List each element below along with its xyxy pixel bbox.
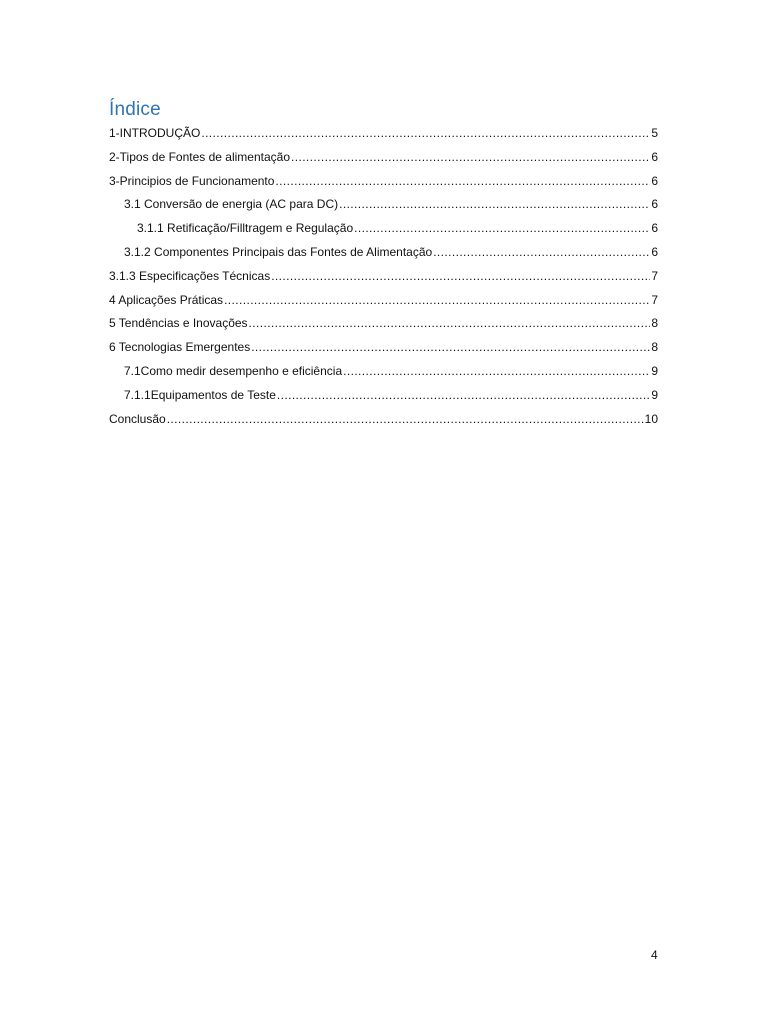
- page-number: 4: [651, 948, 658, 962]
- toc-entry[interactable]: [109, 124, 658, 148]
- toc-entry-page: 8: [651, 316, 658, 331]
- toc-leader-dots: [433, 243, 650, 261]
- toc-entry[interactable]: [109, 338, 658, 362]
- toc-entry-page: 10: [644, 411, 658, 426]
- toc-entry[interactable]: [109, 362, 658, 386]
- toc-entry-text: 3.1.2 Componentes Principais das Fontes de Alimentação: [124, 244, 433, 259]
- toc-entry[interactable]: [109, 314, 658, 338]
- toc-entry-page: 6: [651, 149, 658, 164]
- table-of-contents: [109, 124, 658, 433]
- toc-entry[interactable]: [109, 386, 658, 410]
- toc-entry-text: 3.1.1 Retificação/Filltragem e Regulação: [137, 221, 354, 236]
- toc-entry-text: 5 Tendências e Inovações: [109, 316, 248, 331]
- toc-entry-page: 9: [651, 363, 658, 378]
- toc-leader-dots: [167, 410, 644, 428]
- toc-entry-text: 3.1 Conversão de energia (AC para DC): [124, 197, 339, 212]
- toc-entry[interactable]: [109, 291, 658, 315]
- toc-entry-page: 8: [651, 340, 658, 355]
- toc-entry[interactable]: [109, 267, 658, 291]
- toc-entry-text: 1-INTRODUÇÃO: [109, 126, 201, 140]
- toc-leader-dots: [354, 219, 650, 237]
- toc-entry-page: 6: [651, 173, 658, 188]
- toc-entry-text: 7.1Como medir desempenho e eficiência: [124, 363, 343, 378]
- toc-leader-dots: [224, 291, 650, 309]
- toc-leader-dots: [201, 124, 650, 142]
- toc-leader-dots: [249, 314, 651, 332]
- toc-entry[interactable]: [109, 172, 658, 196]
- toc-leader-dots: [277, 386, 650, 404]
- toc-entry-text: 3.1.3 Especificações Técnicas: [109, 268, 271, 283]
- toc-entry-page: 9: [651, 387, 658, 402]
- toc-leader-dots: [339, 195, 650, 213]
- toc-entry-text: Conclusão: [109, 411, 166, 426]
- toc-entry[interactable]: [109, 243, 658, 267]
- toc-leader-dots: [343, 362, 650, 380]
- toc-entry-page: 6: [651, 244, 658, 259]
- toc-leader-dots: [251, 338, 650, 356]
- toc-entry-text: 2-Tipos de Fontes de alimentação: [109, 149, 290, 164]
- toc-entry-page: 6: [651, 197, 658, 212]
- toc-entry-page: 7: [651, 292, 658, 307]
- toc-entry-page: 7: [651, 268, 658, 283]
- toc-entry-text: 3-Principios de Funcionamento: [109, 173, 275, 188]
- toc-entry[interactable]: [109, 410, 658, 434]
- toc-entry-page: 6: [651, 221, 658, 236]
- toc-entry[interactable]: [109, 195, 658, 219]
- toc-entry[interactable]: [109, 148, 658, 172]
- toc-leader-dots: [271, 267, 650, 285]
- toc-entry-text: 4 Aplicações Práticas: [109, 292, 224, 307]
- toc-leader-dots: [275, 172, 650, 190]
- toc-entry-text: 7.1.1Equipamentos de Teste: [124, 387, 276, 402]
- toc-title: Índice: [109, 99, 161, 120]
- toc-entry-text: 6 Tecnologias Emergentes: [109, 340, 251, 355]
- toc-leader-dots: [291, 148, 650, 166]
- toc-entry-page: 5: [651, 126, 658, 140]
- toc-entry[interactable]: [109, 219, 658, 243]
